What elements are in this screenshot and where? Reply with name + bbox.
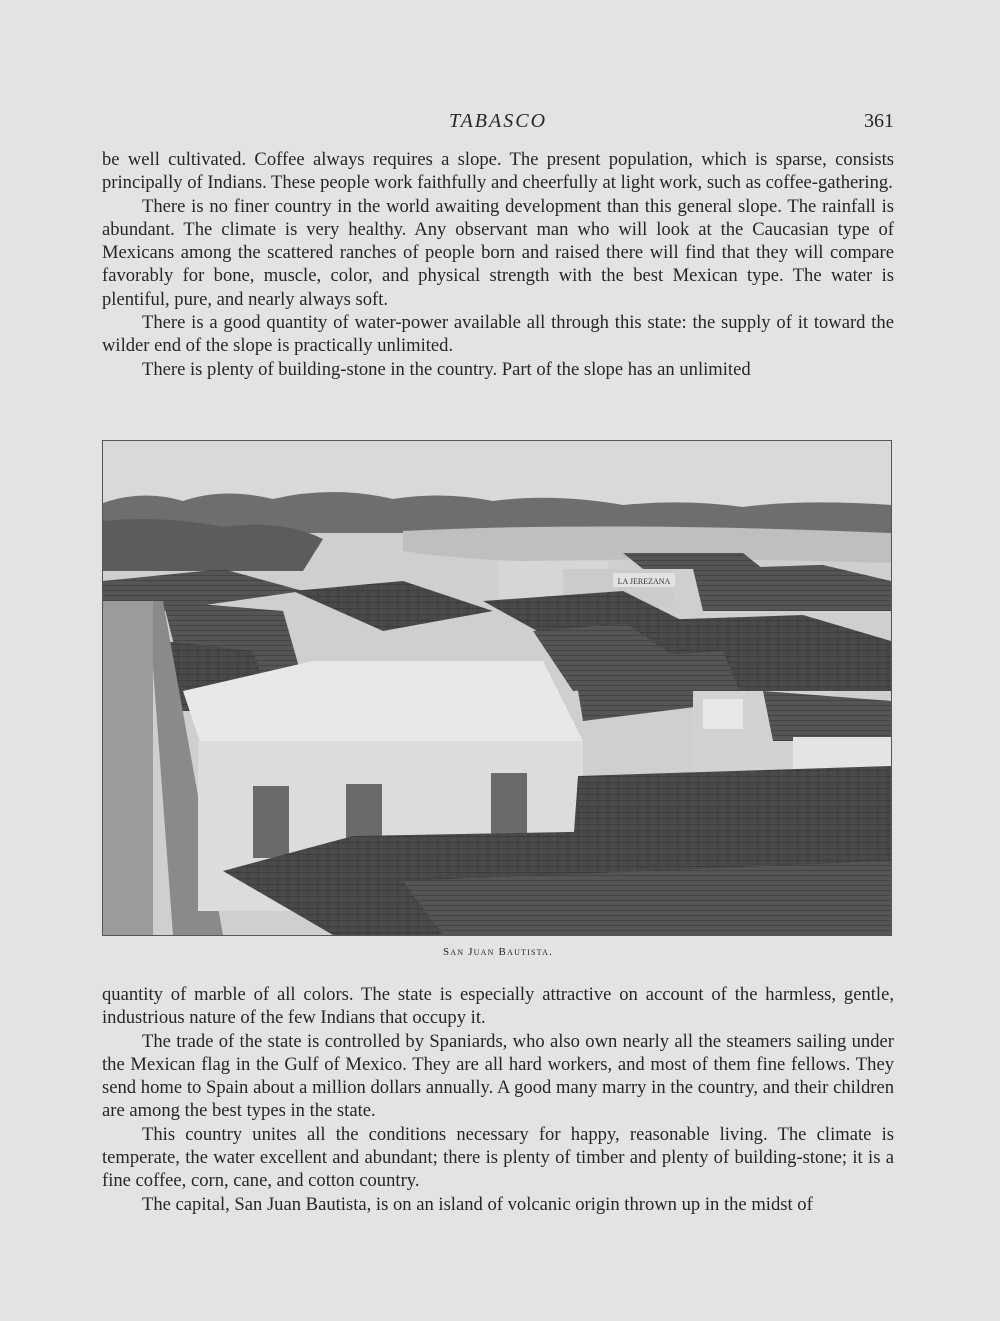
paragraph: The capital, San Juan Bautista, is on an island of volcanic origin thrown up in the midst of [142,1193,813,1215]
paragraph: quantity of marble of all colors. The state is especially attractive on account of the harmless, gentle, industrious nature of the few Indians that occupy it. [102,984,894,1029]
paragraph: There is no finer country in the world awaiting development than this general slope. The rainfall is abundant. The climate is very healthy. Any observant man who will look at the Caucasian type of Mexicans among the scattered ranches of people born and raised there will find that they will compare favorably for bone, muscle, color, and physical strength with the best Mexican type. The water is plentiful, pure, and nearly always soft. [102,195,894,310]
page-header [102,110,894,140]
top-text-block [102,148,894,381]
running-head: TABASCO [448,110,548,132]
figure [102,440,894,958]
page-number: 361 [864,110,894,132]
sign-text: LA JEREZANA [617,577,671,586]
paragraph: The trade of the state is controlled by Spaniards, who also own nearly all the steamers sailing under the Mexican flag in the Gulf of Mexico. They are all hard workers, and most of them fine fellows. They send home to Spain about a million dollars annually. A good many marry in the country, and their children are among the best types in the state. [102,1030,894,1122]
paragraph: There is a good quantity of water-power available all through this state: the supply of it toward the wilder end of the slope is practically unlimited. [102,312,894,357]
town-photograph [102,440,892,936]
bottom-text-block [102,983,894,1216]
figure-caption: San Juan Bautista. [442,946,554,958]
paragraph: There is plenty of building-stone in the country. Part of the slope has an unlimited [142,358,751,380]
paragraph: This country unites all the conditions necessary for happy, reasonable living. The climate is temperate, the water excellent and abundant; there is plenty of timber and plenty of building-stone; it is a fine coffee, corn, cane, and cotton country. [102,1123,894,1192]
paragraph: be well cultivated. Coffee always requires a slope. The present population, which is sparse, consists principally of Indians. These people work faithfully and cheerfully at light work, such as coffee-gathering. [102,149,894,194]
